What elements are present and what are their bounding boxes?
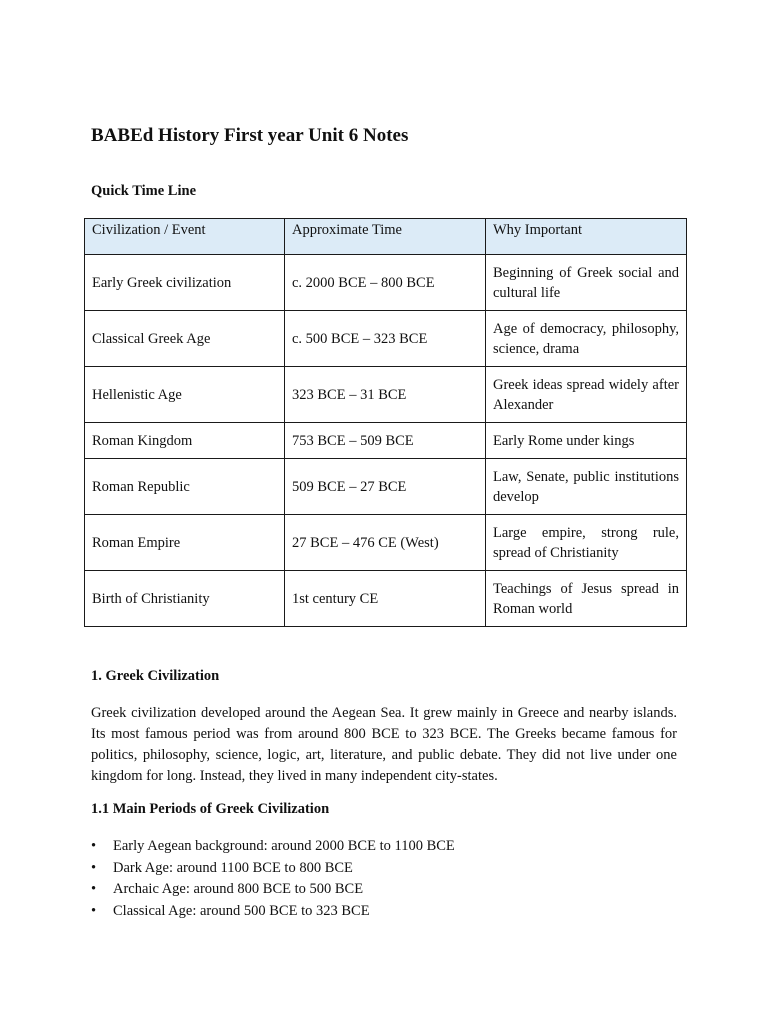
bullet-icon: •: [91, 838, 97, 854]
table-header-row: [85, 219, 687, 255]
document-title: BABEd History First year Unit 6 Notes: [91, 125, 409, 146]
why-cell: Beginning of Greek social and cultural life: [486, 255, 687, 311]
list-item: [91, 858, 455, 880]
why-cell: Age of democracy, philosophy, science, drama: [486, 311, 687, 367]
civilization-cell: Birth of Christianity: [85, 571, 285, 627]
list-item-text: Archaic Age: around 800 BCE to 500 BCE: [113, 881, 364, 897]
table-row: [85, 515, 687, 571]
list-item: [91, 836, 455, 858]
time-cell: c. 500 BCE – 323 BCE: [285, 311, 486, 367]
table-row: [85, 255, 687, 311]
timeline-table: [84, 218, 687, 627]
list-item: [91, 901, 455, 923]
periods-list: [91, 836, 455, 922]
table-row: [85, 311, 687, 367]
column-header-time: Approximate Time: [285, 219, 486, 255]
greek-civilization-paragraph: Greek civilization developed around the Aegean Sea. It grew mainly in Greece and nearby islands. Its most famous period was from around 800 BCE to 323 BCE. The Greeks became famous for politics, philosophy, science, logic, art, literature, and public debate. They did not live under one kingdom for long. Instead, they lived in many independent city-states.: [91, 705, 677, 784]
why-cell: Teachings of Jesus spread in Roman world: [486, 571, 687, 627]
civilization-cell: Roman Kingdom: [85, 423, 285, 459]
table-row: [85, 423, 687, 459]
list-item: [91, 879, 455, 901]
why-cell: Greek ideas spread widely after Alexander: [486, 367, 687, 423]
table-row: [85, 571, 687, 627]
civilization-cell: Classical Greek Age: [85, 311, 285, 367]
why-cell: Law, Senate, public institutions develop: [486, 459, 687, 515]
bullet-icon: •: [91, 859, 97, 876]
civilization-cell: Early Greek civilization: [85, 255, 285, 311]
time-cell: 27 BCE – 476 CE (West): [285, 515, 486, 571]
bullet-icon: •: [91, 902, 97, 919]
table-row: [85, 459, 687, 515]
time-cell: c. 2000 BCE – 800 BCE: [285, 255, 486, 311]
time-cell: 509 BCE – 27 BCE: [285, 459, 486, 515]
timeline-heading: Quick Time Line: [91, 183, 197, 199]
time-cell: 1st century CE: [285, 571, 486, 627]
section-heading-greek-civilization: 1. Greek Civilization: [91, 668, 220, 684]
column-header-civilization: Civilization / Event: [85, 219, 285, 255]
list-item-text: Early Aegean background: around 2000 BCE to 1100 BCE: [113, 838, 455, 854]
civilization-cell: Hellenistic Age: [85, 367, 285, 423]
table-row: [85, 367, 687, 423]
civilization-cell: Roman Republic: [85, 459, 285, 515]
why-cell: Large empire, strong rule, spread of Christianity: [486, 515, 687, 571]
time-cell: 323 BCE – 31 BCE: [285, 367, 486, 423]
column-header-why: Why Important: [486, 219, 687, 255]
civilization-cell: Roman Empire: [85, 515, 285, 571]
why-cell: Early Rome under kings: [486, 423, 687, 459]
section-heading-main-periods: 1.1 Main Periods of Greek Civilization: [91, 801, 330, 817]
list-item-text: Classical Age: around 500 BCE to 323 BCE: [113, 902, 370, 919]
list-item-text: Dark Age: around 1100 BCE to 800 BCE: [113, 859, 353, 876]
bullet-icon: •: [91, 881, 97, 897]
time-cell: 753 BCE – 509 BCE: [285, 423, 486, 459]
